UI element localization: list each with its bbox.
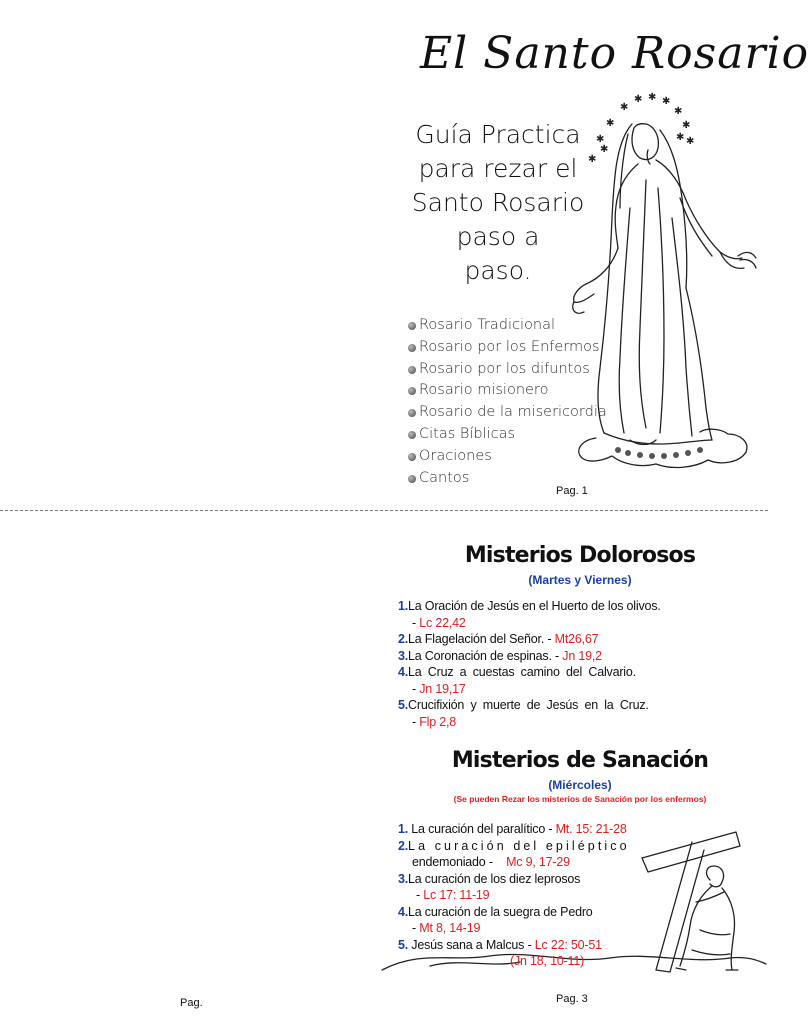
subtitle-line: Guía Practica <box>415 120 581 149</box>
svg-text:✱: ✱ <box>682 120 691 131</box>
page-number: Pag. 1 <box>556 485 588 497</box>
bible-reference: Flp 2,8 <box>419 714 457 729</box>
list-item: 3.La Coronación de espinas. - Jn 19,2 <box>398 648 602 663</box>
bullet-icon <box>408 431 416 439</box>
subtitle-line: paso a <box>456 222 540 251</box>
svg-text:✱: ✱ <box>686 136 695 147</box>
list-item: Rosario por los Enfermos <box>408 337 607 359</box>
svg-text:✱: ✱ <box>634 94 643 105</box>
subtitle-line: Santo Rosario <box>411 188 585 217</box>
svg-text:✱: ✱ <box>606 118 615 129</box>
bible-reference: (Jn 18, 10-11) <box>510 954 585 968</box>
section-heading-dolorosos: Misterios Dolorosos <box>464 543 696 568</box>
page-number-left: Pag. <box>180 997 203 1009</box>
list-item: Oraciones <box>408 446 607 468</box>
list-item: Rosario por los difuntos <box>408 359 607 381</box>
page-number: Pag. 3 <box>556 993 588 1005</box>
list-item: 1.La Oración de Jesús en el Huerto de los olivos. - Lc 22,42 <box>398 599 661 630</box>
section-days: (Martes y Viernes) <box>528 573 632 587</box>
contents-list <box>408 315 607 489</box>
bible-reference: Mt 8, 14-19 <box>419 921 481 935</box>
bible-reference: Mt. 15: 21-28 <box>555 822 627 836</box>
bullet-icon <box>408 475 416 483</box>
svg-text:✱: ✱ <box>648 92 657 103</box>
bullet-icon <box>408 322 416 330</box>
section-note: (Se pueden Rezar los misterios de Sanación por los enfermos) <box>453 794 707 804</box>
svg-text:✱: ✱ <box>600 144 609 155</box>
section-heading-sanacion: Misterios de Sanación <box>451 748 709 773</box>
svg-text:✱: ✱ <box>620 102 629 113</box>
bible-reference: Jn 19,2 <box>562 648 602 663</box>
mysteries-list-dolorosos <box>398 598 698 730</box>
bullet-icon <box>408 409 416 417</box>
bullet-icon <box>408 344 416 352</box>
bible-reference: Lc 22: 50-51 <box>534 937 602 952</box>
list-item: 4.La curación de la suegra de Pedro - Mt 8, 14-19 <box>398 904 593 935</box>
bible-reference: Lc 22,42 <box>419 615 466 630</box>
bible-reference: Mc 9, 17-29 <box>506 855 570 869</box>
mysteries-list-sanacion <box>398 821 698 970</box>
bullet-icon <box>408 387 416 395</box>
section-days: (Miércoles) <box>548 778 612 792</box>
list-item: Rosario misionero <box>408 380 607 402</box>
page-title: El Santo Rosario <box>420 28 809 79</box>
bullet-icon <box>408 453 416 461</box>
bible-reference: Lc 17: 11-19 <box>423 888 490 902</box>
list-item: 1. La curación del paralítico - Mt. 15: 21-28 <box>398 822 627 836</box>
svg-text:✱: ✱ <box>674 106 683 117</box>
list-item: 2.La Flagelación del Señor. - Mt26,67 <box>398 632 599 646</box>
list-item: Citas Bíblicas <box>408 424 607 446</box>
list-item: Rosario Tradicional <box>408 315 607 337</box>
list-item: 3.La curación de los diez leprosos - Lc 17: 11-19 <box>398 871 581 902</box>
bible-reference: Jn 19,17 <box>419 681 466 696</box>
list-item: 5. Jesús sana a Malcus - Lc 22: 50-51 (Jn 18, 10-11) <box>398 937 602 968</box>
list-item: 2.La curación del epiléptico endemoniado - Mc 9, 17-29 <box>398 838 630 869</box>
list-item: Rosario de la misericordia <box>408 402 607 424</box>
svg-text:✱: ✱ <box>662 96 671 107</box>
svg-text:✱: ✱ <box>588 154 597 165</box>
subtitle-line: para rezar el <box>418 154 578 183</box>
list-item: 4.La Cruz a cuestas camino del Calvario. - Jn 19,17 <box>398 665 636 696</box>
svg-text:✱: ✱ <box>676 132 685 143</box>
page-divider <box>0 510 768 511</box>
bible-reference: Mt26,67 <box>554 632 599 646</box>
subtitle-line: paso. <box>464 256 532 285</box>
bullet-icon <box>408 366 416 374</box>
list-item: 5.Crucifixión y muerte de Jesús en la Cruz. - Flp 2,8 <box>398 698 649 729</box>
svg-text:✱: ✱ <box>596 134 605 145</box>
list-item: Cantos <box>408 468 607 490</box>
